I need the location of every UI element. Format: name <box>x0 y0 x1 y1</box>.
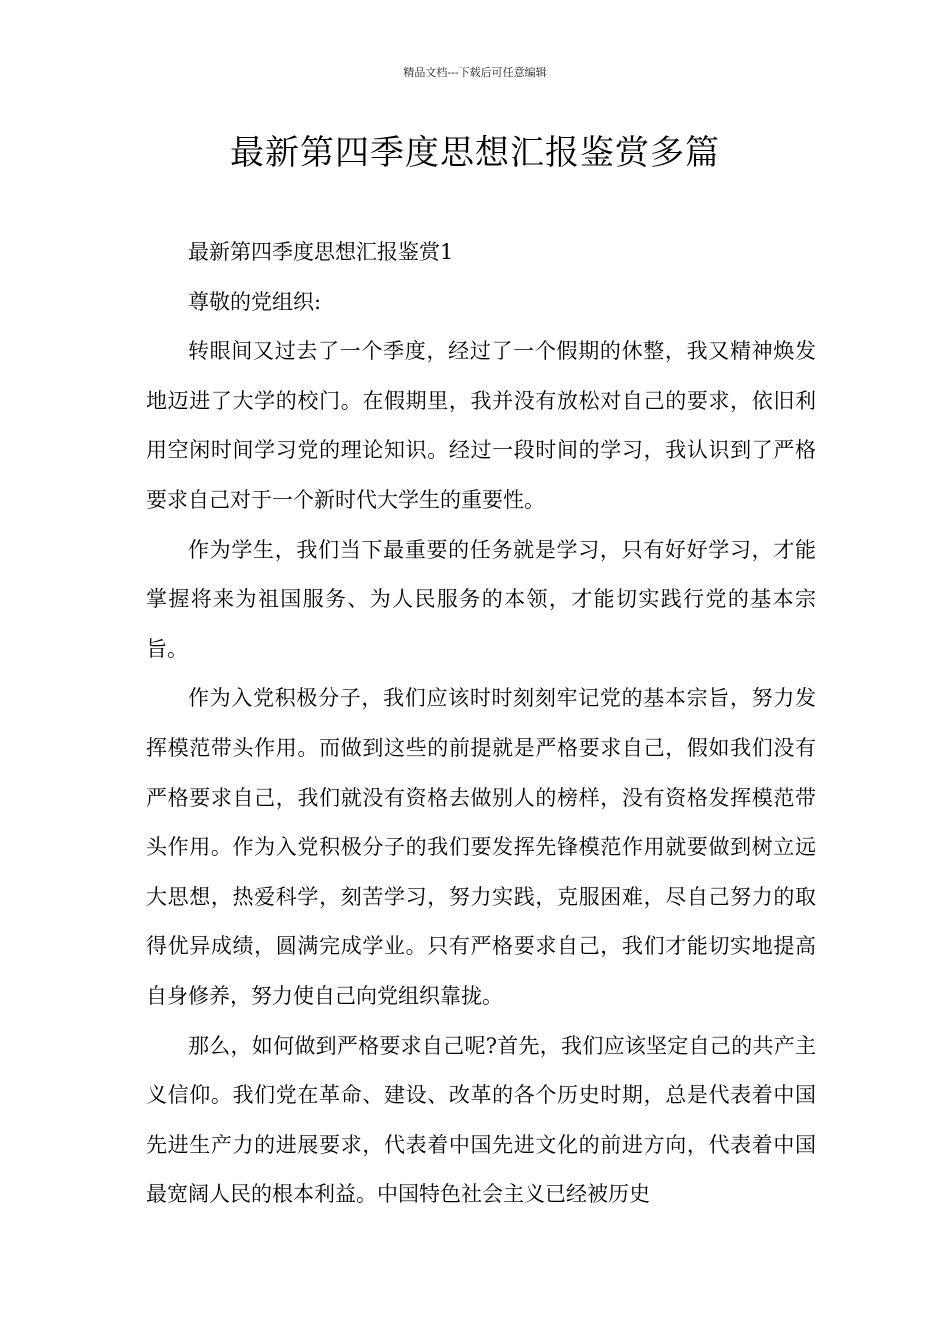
body-paragraph: 作为学生，我们当下最重要的任务就是学习，只有好好学习，才能掌握将来为祖国服务、为人民服务的本领，才能切实践行党的基本宗旨。 <box>146 537 816 661</box>
body-paragraph: 作为入党积极分子，我们应该时时刻刻牢记党的基本宗旨，努力发挥模范带头作用。而做到这些的前提就是严格要求自己，假如我们没有严格要求自己，我们就没有资格去做别人的榜样，没有资格发挥模范带头作用。作为入党积极分子的我们要发挥先锋模范作用就要做到树立远大思想，热爱科学，刻苦学习，努力实践，克服困难，尽自己努力的取得优异成绩，圆满完成学业。只有严格要求自己，我们才能切实地提高自身修养，努力使自己向党组织靠拢。 <box>146 686 816 1008</box>
header-note: 精品文档---下载后可任意编辑 <box>403 66 547 79</box>
document-title: 最新第四季度思想汇报鉴赏多篇 <box>230 133 720 173</box>
section-heading: 最新第四季度思想汇报鉴赏1 <box>188 240 454 264</box>
document-body <box>146 228 816 1220</box>
body-paragraph: 那么，如何做到严格要求自己呢?首先，我们应该坚定自己的共产主义信仰。我们党在革命、建设、改革的各个历史时期，总是代表着中国先进生产力的进展要求，代表着中国先进文化的前进方向，代表着中国最宽阔人民的根本利益。中国特色社会主义已经被历史 <box>146 1033 816 1207</box>
body-paragraph: 转眼间又过去了一个季度，经过了一个假期的休整，我又精神焕发地迈进了大学的校门。在假期里，我并没有放松对自己的要求，依旧利用空闲时间学习党的理论知识。经过一段时间的学习，我认识到了严格要求自己对于一个新时代大学生的重要性。 <box>146 339 816 512</box>
salutation: 尊敬的党组织: <box>188 289 322 314</box>
